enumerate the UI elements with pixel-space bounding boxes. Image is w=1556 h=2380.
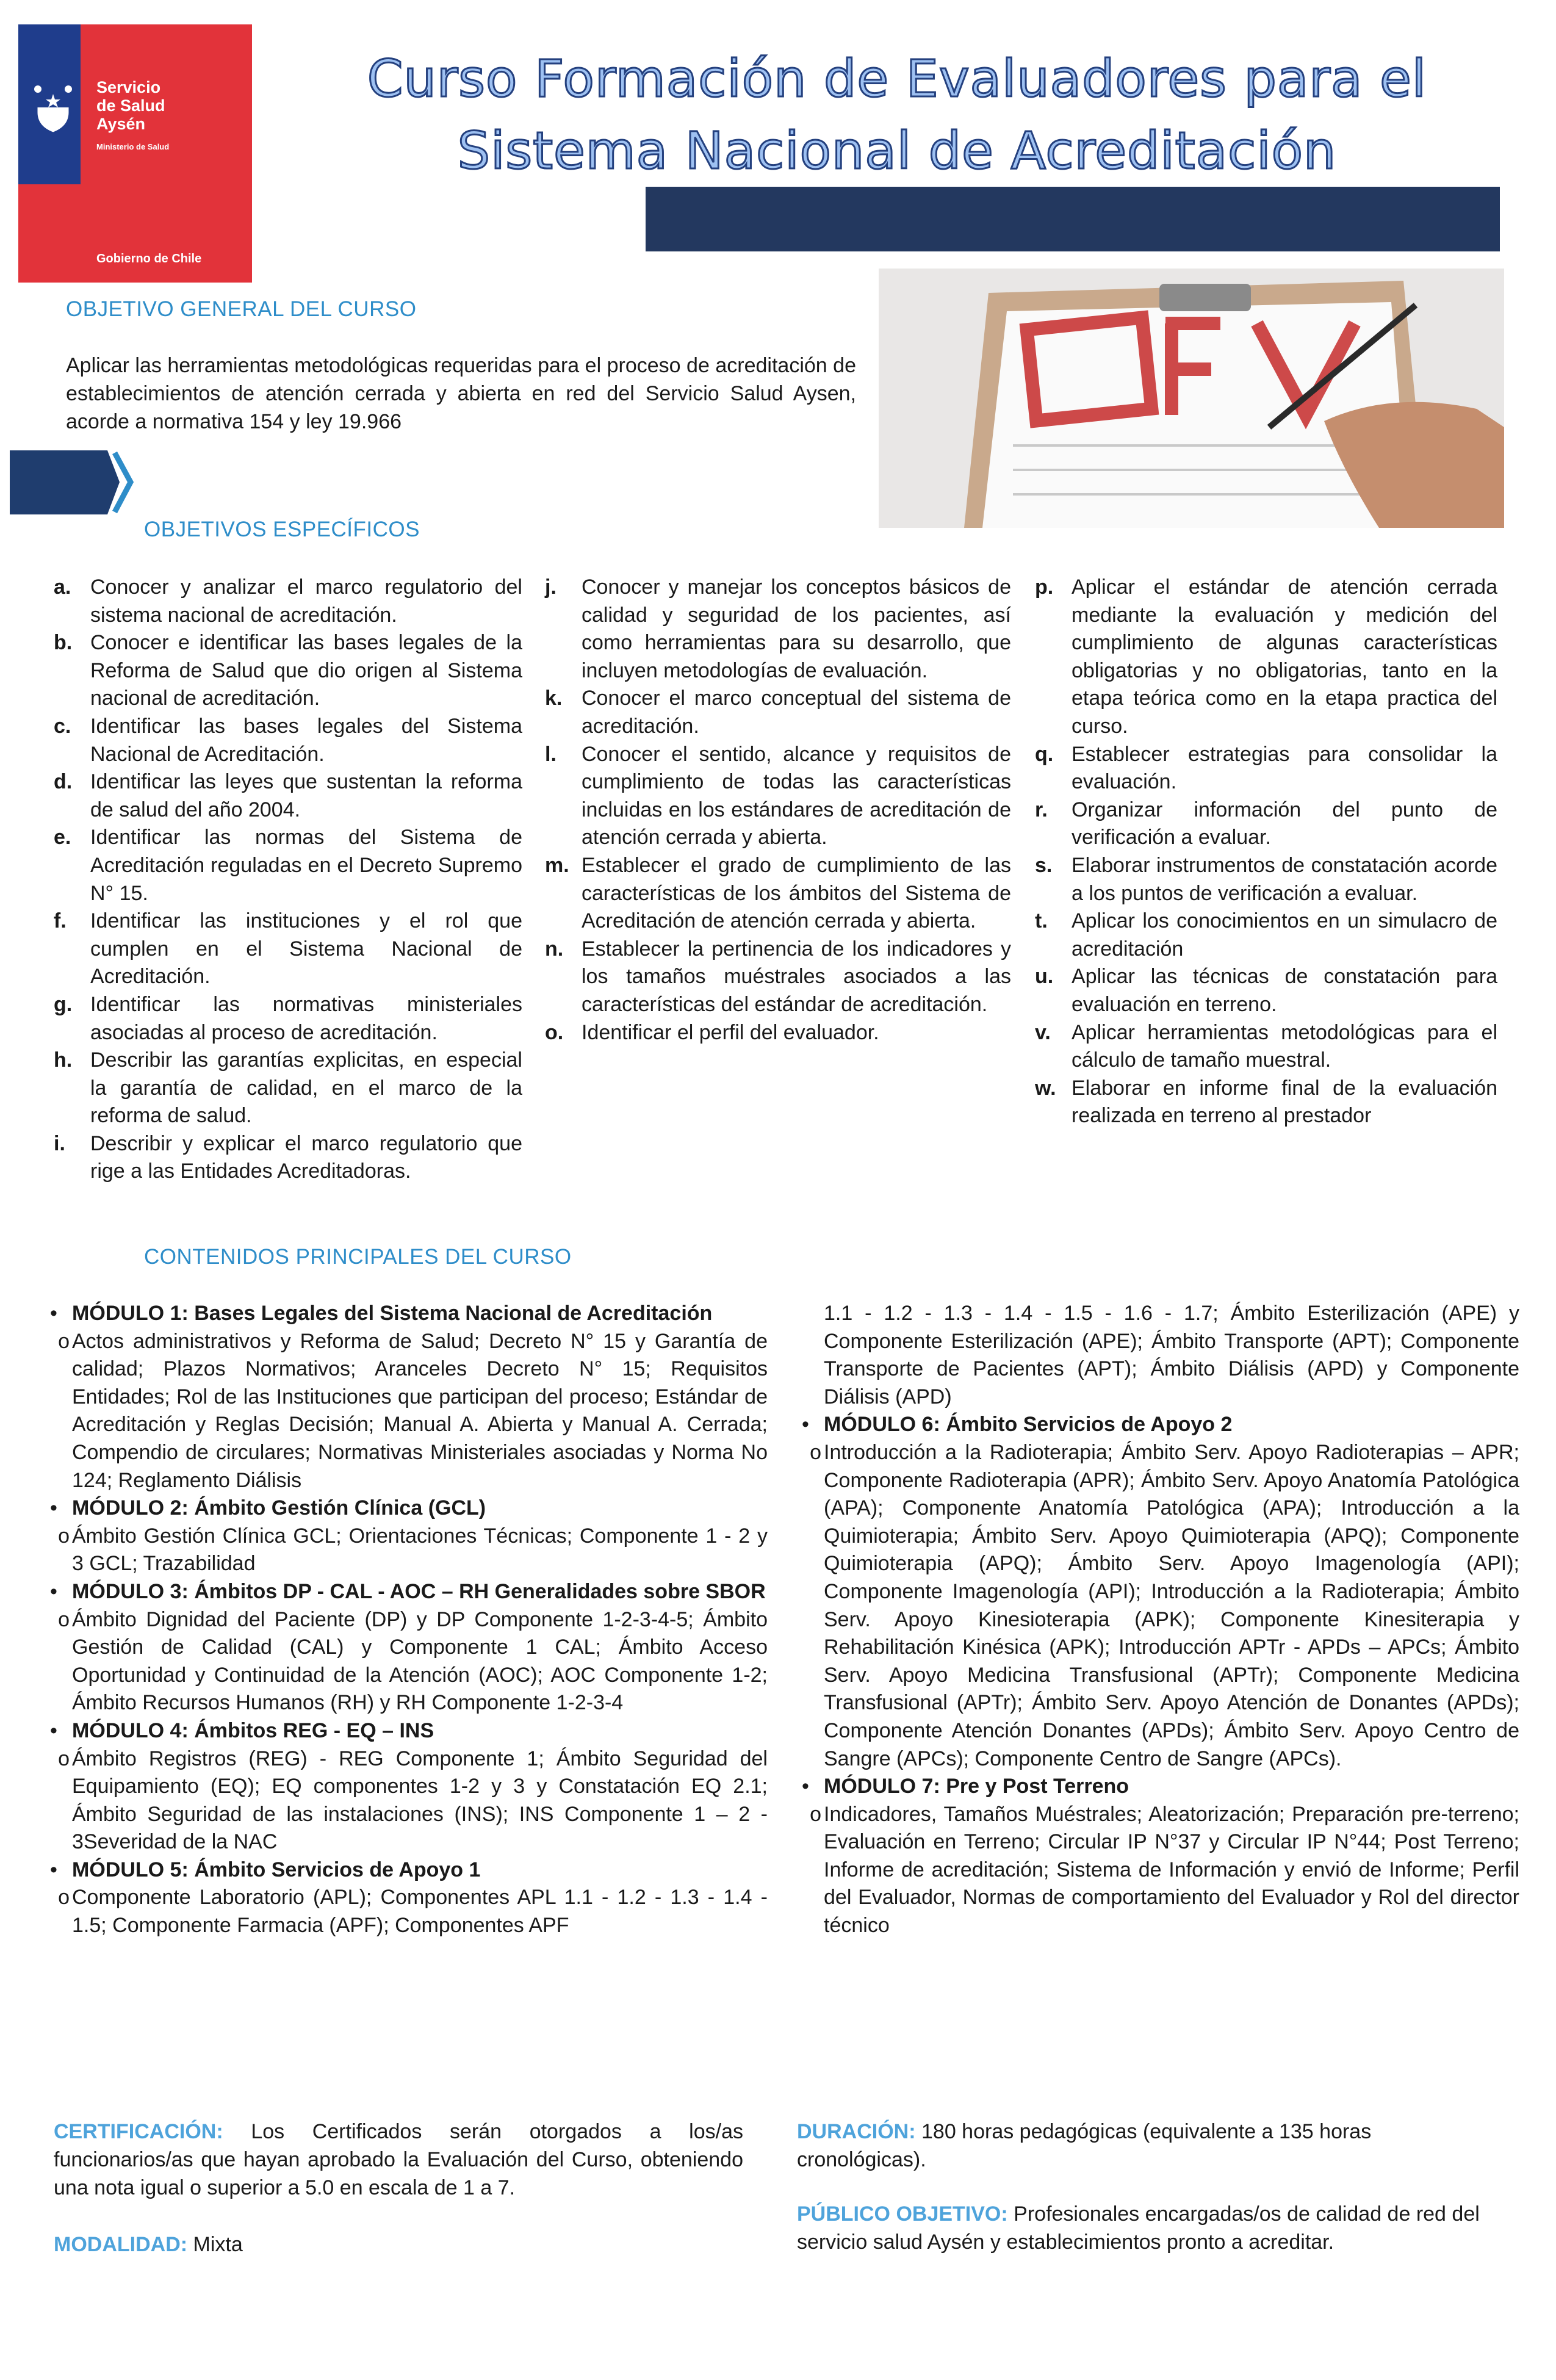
general-objective-text: Aplicar las herramientas metodológicas requeridas para el proceso de acreditación de establecimientos de atención cerrada y abierta en red del Servicio Salud Aysen, acorde a normativa 154 y ley 19.966 [66, 354, 856, 433]
objective-item [1035, 852, 1497, 907]
objective-marker: f. [54, 909, 67, 933]
audience-text: Profesionales encargadas/os de calidad de red del servicio salud Aysén y establecimientos pronto a acreditar. [797, 2202, 1480, 2254]
objective-item [1035, 1075, 1497, 1130]
objective-marker: d. [54, 770, 73, 794]
chevron-right-icon [10, 450, 138, 514]
module-item-text: Indicadores, Tamaños Muéstrales; Aleatorización; Preparación pre-terreno; Evaluación en Terreno; Circular IP N°37 y Circular IP N°44; Post Terreno; Informe de acreditación; Sistema de Información y envió de Informe; Perfil del Evaluador, Normas de comportamiento del Evaluador y Rol del director técnico [824, 1802, 1519, 1938]
objective-text: Identificar el perfil del evaluador. [582, 1020, 879, 1044]
objective-item [1035, 1019, 1497, 1075]
page-title [287, 43, 1507, 187]
objective-marker: j. [545, 575, 556, 599]
audience-block [797, 2200, 1505, 2256]
bullet-icon: • [50, 1858, 57, 1881]
objective-text: Conocer e identificar las bases legales de la Reforma de Salud que dio origen al Sistema nacional de acreditación. [90, 631, 522, 710]
module-title-text: MÓDULO 1: Bases Legales del Sistema Nacional de Acreditación [72, 1302, 713, 1325]
module-title [35, 1717, 768, 1745]
duration-label: DURACIÓN: [797, 2120, 916, 2143]
objective-text: Aplicar herramientas metodológicas para el cálculo de tamaño muestral. [1072, 1020, 1497, 1072]
module-title [787, 1411, 1519, 1439]
objective-item [54, 768, 522, 824]
circle-bullet-icon: o [58, 1524, 70, 1548]
objective-text: Aplicar las técnicas de constatación para evaluación en terreno. [1072, 965, 1497, 1016]
logo-ministry: Ministerio de Salud [96, 142, 170, 151]
objective-text: Establecer estrategias para consolidar la evaluación. [1072, 742, 1497, 794]
module-item [787, 1439, 1519, 1773]
objective-item [545, 936, 1011, 1019]
circle-bullet-icon: o [58, 1886, 70, 1909]
objective-marker: l. [545, 742, 556, 766]
objective-text: Establecer la pertinencia de los indicadores y los tamaños muéstrales asociados a las características del estándar de acreditación. [582, 937, 1011, 1016]
module-item [35, 1884, 768, 1939]
objective-marker: v. [1035, 1020, 1051, 1044]
circle-bullet-icon: o [810, 1440, 821, 1464]
coat-of-arms-icon [32, 83, 74, 135]
module-item [35, 1328, 768, 1495]
objective-marker: h. [54, 1048, 73, 1072]
modality-block [54, 2230, 743, 2259]
modules-right-column [787, 1300, 1519, 1940]
module-item-text: Componente Laboratorio (APL); Componentes APL 1.1 - 1.2 - 1.3 - 1.4 - 1.5; Componente Farmacia (APF); Componentes APF [72, 1886, 768, 1938]
module-item [35, 1606, 768, 1717]
module-item [35, 1745, 768, 1856]
circle-bullet-icon: o [58, 1747, 70, 1770]
objective-marker: q. [1035, 742, 1054, 766]
modality-text: Mixta [193, 2233, 243, 2256]
objective-marker: e. [54, 826, 71, 849]
objective-text: Organizar información del punto de verificación a evaluar. [1072, 798, 1497, 849]
objective-item [54, 991, 522, 1047]
objective-marker: i. [54, 1131, 65, 1155]
specific-objectives-heading: OBJETIVOS ESPECÍFICOS [144, 517, 420, 541]
objective-item [545, 1019, 1011, 1047]
objective-item [54, 713, 522, 768]
contents-heading: CONTENIDOS PRINCIPALES DEL CURSO [144, 1245, 572, 1269]
objective-text: Identificar las normativas ministeriales asociadas al proceso de acreditación. [90, 992, 522, 1044]
objective-item [54, 629, 522, 713]
module-title-text: MÓDULO 7: Pre y Post Terreno [824, 1775, 1129, 1798]
objective-item [545, 852, 1011, 936]
module-title [35, 1300, 768, 1328]
objective-item [1035, 574, 1497, 741]
servicio-salud-aysen-logo [18, 24, 252, 283]
objective-text: Aplicar los conocimientos en un simulacro de acreditación [1072, 909, 1497, 961]
module-item-continuation [787, 1300, 1519, 1411]
module-title-text: MÓDULO 3: Ámbitos DP - CAL - AOC – RH Generalidades sobre SBOR [72, 1579, 766, 1603]
bullet-icon: • [802, 1775, 809, 1798]
audience-label: PÚBLICO OBJETIVO: [797, 2202, 1008, 2226]
module-title-text: MÓDULO 5: Ámbito Servicios de Apoyo 1 [72, 1858, 481, 1881]
objectives-column-3 [1035, 574, 1497, 1130]
objective-item [545, 741, 1011, 852]
objective-item [54, 1047, 522, 1130]
bullet-icon: • [802, 1413, 809, 1437]
bullet-icon: • [50, 1718, 57, 1742]
logo-name [96, 78, 165, 133]
certification-text: Los Certificados serán otorgados a los/as funcionarios/as que hayan aprobado la Evaluación del Curso, obteniendo una nota igual o superior a 5.0 en escala de 1 a 7. [54, 2120, 743, 2199]
module-item-text: Ámbito Registros (REG) - REG Componente 1; Ámbito Seguridad del Equipamiento (EQ); EQ componentes 1-2 y 3 y Constatación EQ 2.1; Ámbito Seguridad de las instalaciones (INS); INS Componente 1 – 2 - 3Severidad de la NAC [72, 1747, 768, 1854]
clipboard-illustration [879, 269, 1504, 528]
logo-red-panel [81, 24, 252, 283]
objective-marker: s. [1035, 853, 1053, 877]
objective-item [54, 824, 522, 907]
objective-item [545, 574, 1011, 685]
objective-marker: w. [1035, 1076, 1056, 1100]
objective-text: Identificar las instituciones y el rol que cumplen en el Sistema Nacional de Acreditación. [90, 909, 522, 989]
objective-marker: c. [54, 714, 71, 738]
module-item-text: Ámbito Gestión Clínica GCL; Orientaciones Técnicas; Componente 1 - 2 y 3 GCL; Trazabilidad [72, 1524, 768, 1576]
objective-marker: t. [1035, 909, 1048, 933]
objective-text: Aplicar el estándar de atención cerrada mediante la evaluación y medición del cumplimiento de algunas características obligatorias y no obligatorias, tanto en la etapa teórica como en la etapa practica del curso. [1072, 575, 1497, 738]
logo-red-lower-panel [18, 184, 81, 283]
module-title [787, 1773, 1519, 1801]
objective-marker: n. [545, 937, 564, 961]
general-objective-heading: OBJETIVO GENERAL DEL CURSO [66, 297, 417, 321]
modules-left-column [35, 1300, 768, 1940]
objective-marker: a. [54, 575, 71, 599]
objective-text: Describir las garantías explicitas, en especial la garantía de calidad, en el marco de la reforma de salud. [90, 1048, 522, 1128]
module-title [35, 1578, 768, 1606]
objective-marker: m. [545, 853, 569, 877]
circle-bullet-icon: o [58, 1607, 70, 1631]
objectives-column-2 [545, 574, 1011, 1047]
page-title-line-2: Sistema Nacional de Acreditación [457, 121, 1337, 181]
bullet-icon: • [50, 1302, 57, 1325]
module-title [35, 1856, 768, 1884]
objective-item [545, 685, 1011, 740]
objective-text: Identificar las normas del Sistema de Acreditación reguladas en el Decreto Supremo N° 15. [90, 826, 522, 905]
module-item [35, 1523, 768, 1578]
objective-marker: b. [54, 631, 73, 655]
module-title [35, 1495, 768, 1523]
module-item-text: Introducción a la Radioterapia; Ámbito Serv. Apoyo Radioterapias – APR; Componente Radioterapia (APR); Ámbito Serv. Apoyo Anatomía Patológica (APA); Componente Anatomía Patológica (APA); Introducción a la Quimioterapia; Ámbito Serv. Apoyo Quimioterapia (APQ); Componente Quimioterapia (APQ); Ámbito Serv. Apoyo Imagenología (API); Componente Imagenología (API); Introducción a la Radioterapia; Ámbito Serv. Apoyo Kinesioterapia (APK); Componente Kinesiterapia y Rehabilitación Kinésica (APK); Introducción APTr - APDs – APCs; Ámbito Serv. Apoyo Medicina Transfusional (APTr); Componente Medicina Transfusional (APTr); Ámbito Serv. Apoyo Atención de Donantes (APDs); Componente Atención Donantes (APDs); Ámbito Serv. Apoyo Centro de Sangre (APCs); Componente Centro de Sangre (APCs). [824, 1440, 1519, 1770]
logo-government: Gobierno de Chile [96, 252, 202, 265]
clipboard-photo [879, 269, 1504, 528]
module-item-text: Actos administrativos y Reforma de Salud; Decreto N° 15 y Garantía de calidad; Plazos Normativos; Aranceles Decreto N° 15; Requisitos Entidades; Rol de las Instituciones que participan del proceso; Estándar de Acreditación y Reglas Decisión; Manual A. Abierta y Manual A. Cerrada; Compendio de circulares; Normativas Ministeriales asociadas y Norma No 124; Reglamento Diálisis [72, 1329, 768, 1492]
logo-name-line-1: Servicio [96, 78, 161, 96]
bullet-icon: • [50, 1496, 57, 1520]
circle-bullet-icon: o [58, 1329, 70, 1353]
duration-block [797, 2118, 1505, 2174]
circle-bullet-icon: o [810, 1802, 821, 1826]
logo-name-line-2: de Salud [96, 96, 165, 115]
certification-label: CERTIFICACIÓN: [54, 2120, 223, 2143]
objective-marker: p. [1035, 575, 1054, 599]
certification-block [54, 2118, 743, 2202]
objective-text: Describir y explicar el marco regulatorio que rige a las Entidades Acreditadoras. [90, 1131, 522, 1183]
objective-item [1035, 907, 1497, 963]
objective-text: Identificar las leyes que sustentan la reforma de salud del año 2004. [90, 770, 522, 821]
objective-item [54, 574, 522, 629]
module-item-text: Ámbito Dignidad del Paciente (DP) y DP Componente 1-2-3-4-5; Ámbito Gestión de Calidad (CAL) y Componente 1 CAL; Ámbito Acceso Oportunidad y Continuidad de la Atención (AOC); AOC Componente 1-2; Ámbito Recursos Humanos (RH) y RH Componente 1-2-3-4 [72, 1607, 768, 1715]
logo-name-line-3: Aysén [96, 115, 146, 133]
objective-marker: g. [54, 992, 73, 1016]
objective-text: Conocer y analizar el marco regulatorio del sistema nacional de acreditación. [90, 575, 522, 627]
objectives-column-1 [54, 574, 522, 1186]
objective-item [1035, 963, 1497, 1019]
objective-marker: u. [1035, 965, 1054, 989]
objective-item [54, 907, 522, 991]
objective-text: Identificar las bases legales del Sistema Nacional de Acreditación. [90, 714, 522, 766]
module-title-text: MÓDULO 2: Ámbito Gestión Clínica (GCL) [72, 1496, 486, 1520]
objective-text: Conocer el sentido, alcance y requisitos de cumplimiento de todas las características incluidas en los estándares de acreditación de atención cerrada y abierta. [582, 742, 1011, 849]
objective-text: Elaborar instrumentos de constatación acorde a los puntos de verificación a evaluar. [1072, 853, 1497, 905]
objective-marker: r. [1035, 798, 1048, 821]
objective-text: Establecer el grado de cumplimiento de las características de los ámbitos del Sistema de Acreditación de atención cerrada y abierta. [582, 853, 1011, 933]
modality-label: MODALIDAD: [54, 2233, 188, 2256]
module-title-text: MÓDULO 6: Ámbito Servicios de Apoyo 2 [824, 1413, 1233, 1437]
objective-item [1035, 796, 1497, 852]
objective-marker: o. [545, 1020, 564, 1044]
title-bar [646, 187, 1500, 251]
objective-text: Conocer el marco conceptual del sistema de acreditación. [582, 687, 1011, 738]
objective-text: Conocer y manejar los conceptos básicos de calidad y seguridad de los pacientes, así como herramientas para su desarrollo, que incluyen metodologías de evaluación. [582, 575, 1011, 682]
objective-text: Elaborar en informe final de la evaluación realizada en terreno al prestador [1072, 1076, 1497, 1128]
objective-marker: k. [545, 687, 563, 710]
module-item [787, 1801, 1519, 1940]
objective-item [54, 1130, 522, 1186]
module-title-text: MÓDULO 4: Ámbitos REG - EQ – INS [72, 1718, 434, 1742]
page-title-line-1: Curso Formación de Evaluadores para el [367, 49, 1427, 109]
module-item-text: 1.1 - 1.2 - 1.3 - 1.4 - 1.5 - 1.6 - 1.7; Ámbito Esterilización (APE) y Componente Esterilización (APE); Ámbito Transporte (APT); Componente Transporte de Pacientes (APT); Ámbito Diálisis (APD) y Componente Diálisis (APD) [824, 1302, 1519, 1408]
objective-item [1035, 741, 1497, 796]
bullet-icon: • [50, 1579, 57, 1603]
duration-text: 180 horas pedagógicas (equivalente a 135 horas cronológicas). [797, 2120, 1372, 2171]
